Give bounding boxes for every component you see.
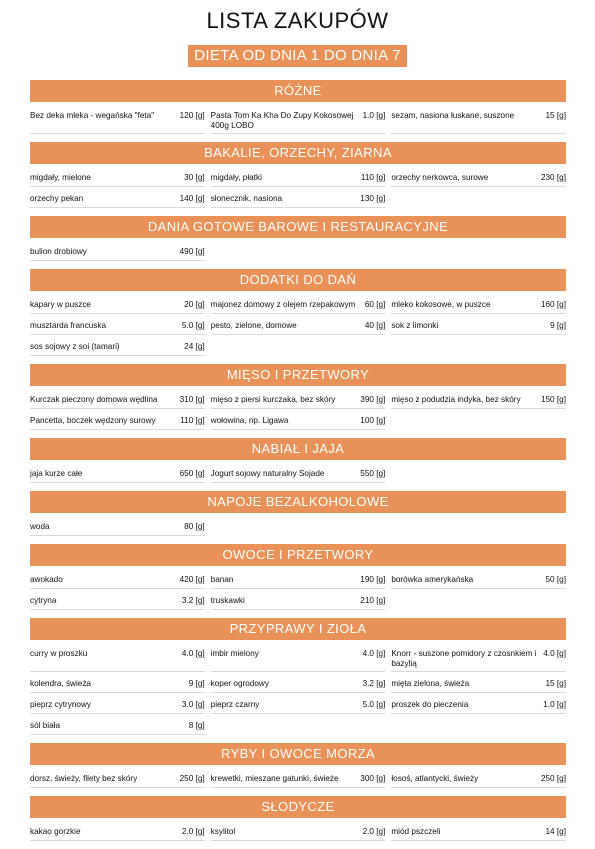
item-quantity: 100 [g] bbox=[360, 416, 386, 425]
item-quantity: 150 [g] bbox=[540, 395, 566, 404]
category-section bbox=[30, 544, 566, 618]
item-name: migdały, mielone bbox=[30, 173, 91, 182]
item-name: łosoś, atlantycki, świeży bbox=[391, 774, 479, 783]
item-quantity: 1.0 [g] bbox=[543, 700, 566, 709]
items-grid bbox=[30, 765, 566, 796]
diet-range-badge: DIETA OD DNIA 1 DO DNIA 7 bbox=[188, 45, 406, 67]
list-item bbox=[30, 394, 205, 409]
list-item bbox=[391, 826, 566, 841]
item-quantity: 110 [g] bbox=[180, 416, 205, 425]
item-name: Knorr - suszone pomidory z czosnkiem i bazylią bbox=[391, 649, 537, 668]
item-name: banan bbox=[210, 575, 234, 584]
item-quantity: 30 [g] bbox=[184, 173, 205, 182]
category-section bbox=[30, 743, 566, 796]
item-quantity: 390 [g] bbox=[360, 395, 386, 404]
list-item bbox=[391, 574, 566, 589]
item-quantity: 8 [g] bbox=[188, 721, 205, 730]
item-quantity: 310 [g] bbox=[179, 395, 205, 404]
category-section bbox=[30, 80, 566, 142]
item-quantity: 160 [g] bbox=[540, 300, 566, 309]
item-name: kolendra, świeża bbox=[30, 679, 91, 688]
list-item bbox=[211, 574, 386, 589]
item-quantity: 190 [g] bbox=[360, 575, 386, 584]
item-quantity: 15 [g] bbox=[545, 111, 566, 120]
empty-cell bbox=[211, 521, 386, 536]
list-item bbox=[30, 193, 205, 208]
category-header: SŁODYCZE bbox=[30, 796, 566, 818]
item-quantity: 15 [g] bbox=[545, 679, 566, 688]
category-header: OWOCE I PRZETWORY bbox=[30, 544, 566, 566]
item-quantity: 9 [g] bbox=[550, 321, 566, 330]
item-quantity: 24 [g] bbox=[184, 342, 205, 351]
category-header: NABIAŁ I JAJA bbox=[30, 438, 566, 460]
list-item bbox=[30, 678, 205, 693]
list-item bbox=[211, 172, 386, 187]
item-name: migdały, płatki bbox=[210, 173, 262, 182]
item-name: imbir mielony bbox=[210, 649, 259, 658]
item-name: orzechy nerkowca, surowe bbox=[391, 173, 489, 182]
item-name: mleko kokosowe, w puszce bbox=[391, 300, 491, 309]
category-header: RYBY I OWOCE MORZA bbox=[30, 743, 566, 765]
item-name: awokado bbox=[30, 575, 63, 584]
items-grid bbox=[30, 513, 566, 544]
empty-cell bbox=[391, 415, 566, 430]
list-item bbox=[30, 720, 205, 735]
category-section bbox=[30, 269, 566, 364]
item-name: sezam, nasiona łuskane, suszone bbox=[391, 111, 515, 120]
item-name: Kurczak pieczony domowa wędlina bbox=[30, 395, 158, 404]
list-item bbox=[30, 468, 205, 483]
list-item bbox=[30, 521, 205, 536]
sections-container bbox=[30, 80, 566, 849]
list-item bbox=[391, 299, 566, 314]
item-quantity: 2.0 [g] bbox=[181, 827, 205, 836]
item-quantity: 250 [g] bbox=[540, 774, 566, 783]
list-item bbox=[30, 320, 205, 335]
category-section bbox=[30, 216, 566, 269]
items-grid bbox=[30, 291, 566, 364]
item-quantity: 210 [g] bbox=[360, 596, 386, 605]
item-name: koper ogrodowy bbox=[210, 679, 269, 688]
items-grid bbox=[30, 238, 566, 269]
items-grid bbox=[30, 102, 566, 142]
item-quantity: 80 [g] bbox=[184, 522, 205, 531]
list-item bbox=[30, 246, 205, 261]
list-item bbox=[30, 648, 205, 672]
item-name: Pasta Tom Ka Kha Do Zupy Kokosowej 400g LOBO bbox=[210, 111, 354, 130]
list-item bbox=[211, 415, 386, 430]
item-quantity: 3.0 [g] bbox=[181, 700, 205, 709]
item-name: krewetki, mieszane gatunki, świeże bbox=[210, 774, 339, 783]
item-name: majonez domowy z olejem rzepakowym bbox=[210, 300, 356, 309]
item-name: sól biała bbox=[30, 721, 61, 730]
list-item bbox=[30, 299, 205, 314]
item-name: musztarda francuska bbox=[30, 321, 106, 330]
list-item bbox=[30, 415, 205, 430]
item-name: sos sojowy z soi (tamari) bbox=[30, 342, 120, 351]
item-quantity: 20 [g] bbox=[184, 300, 205, 309]
item-name: jaja kurze całe bbox=[30, 469, 83, 478]
item-quantity: 230 [g] bbox=[540, 173, 566, 182]
list-item bbox=[391, 394, 566, 409]
item-name: mięta zielona, świeża bbox=[391, 679, 470, 688]
item-quantity: 130 [g] bbox=[360, 194, 386, 203]
item-quantity: 60 [g] bbox=[364, 300, 386, 309]
empty-cell bbox=[391, 246, 566, 261]
empty-cell bbox=[391, 595, 566, 610]
item-quantity: 4.0 [g] bbox=[543, 649, 566, 658]
list-item bbox=[211, 648, 386, 672]
item-name: dorsz, świeży, filety bez skóry bbox=[30, 774, 138, 783]
category-section bbox=[30, 796, 566, 849]
item-quantity: 9 [g] bbox=[188, 679, 205, 688]
item-quantity: 490 [g] bbox=[179, 247, 205, 256]
list-item bbox=[211, 299, 386, 314]
items-grid bbox=[30, 566, 566, 618]
category-header: PRZYPRAWY I ZIOŁA bbox=[30, 618, 566, 640]
item-name: miód pszczeli bbox=[391, 827, 441, 836]
list-item bbox=[211, 193, 386, 208]
category-header: RÓŻNE bbox=[30, 80, 566, 102]
empty-cell bbox=[391, 193, 566, 208]
list-item bbox=[391, 699, 566, 714]
category-section bbox=[30, 438, 566, 491]
items-grid bbox=[30, 460, 566, 491]
category-header: NAPOJE BEZALKOHOLOWE bbox=[30, 491, 566, 513]
list-item bbox=[391, 648, 566, 672]
item-name: truskawki bbox=[210, 596, 245, 605]
item-quantity: 50 [g] bbox=[545, 575, 566, 584]
list-item bbox=[391, 773, 566, 788]
item-name: słonecznik, nasiona bbox=[210, 194, 283, 203]
category-section bbox=[30, 142, 566, 216]
category-section bbox=[30, 491, 566, 544]
item-name: borówka amerykańska bbox=[391, 575, 474, 584]
empty-cell bbox=[391, 720, 566, 735]
category-section bbox=[30, 364, 566, 438]
item-quantity: 3.2 [g] bbox=[362, 679, 386, 688]
item-name: pesto, zielone, domowe bbox=[210, 321, 297, 330]
empty-cell bbox=[391, 521, 566, 536]
item-quantity: 650 [g] bbox=[179, 469, 205, 478]
list-item bbox=[30, 341, 205, 356]
item-quantity: 120 [g] bbox=[179, 111, 205, 120]
item-quantity: 5.0 [g] bbox=[181, 321, 205, 330]
item-name: curry w proszku bbox=[30, 649, 88, 658]
list-item bbox=[30, 826, 205, 841]
item-quantity: 4.0 [g] bbox=[181, 649, 205, 658]
category-header: DANIA GOTOWE BAROWE I RESTAURACYJNE bbox=[30, 216, 566, 238]
item-name: kakao gorzkie bbox=[30, 827, 81, 836]
list-item bbox=[30, 699, 205, 714]
list-item bbox=[30, 574, 205, 589]
item-name: mięso z podudzia indyka, bez skóry bbox=[391, 395, 521, 404]
subtitle-wrap bbox=[0, 45, 595, 67]
item-quantity: 550 [g] bbox=[360, 469, 386, 478]
item-name: sok z limonki bbox=[391, 321, 439, 330]
empty-cell bbox=[211, 341, 386, 356]
list-item bbox=[391, 172, 566, 187]
empty-cell bbox=[391, 468, 566, 483]
list-item bbox=[211, 678, 386, 693]
items-grid bbox=[30, 818, 566, 849]
item-name: pieprz czarny bbox=[210, 700, 260, 709]
item-quantity: 420 [g] bbox=[179, 575, 205, 584]
item-quantity: 14 [g] bbox=[545, 827, 566, 836]
item-quantity: 250 [g] bbox=[179, 774, 205, 783]
list-item bbox=[30, 110, 205, 134]
item-quantity: 1.0 [g] bbox=[362, 111, 386, 120]
item-name: bulion drobiowy bbox=[30, 247, 87, 256]
empty-cell bbox=[211, 246, 386, 261]
category-header: MIĘSO I PRZETWORY bbox=[30, 364, 566, 386]
item-name: cytryna bbox=[30, 596, 57, 605]
item-quantity: 5.0 [g] bbox=[362, 700, 386, 709]
list-item bbox=[211, 110, 386, 134]
item-quantity: 2.0 [g] bbox=[362, 827, 386, 836]
items-grid bbox=[30, 386, 566, 438]
item-name: kapary w puszce bbox=[30, 300, 91, 309]
item-quantity: 140 [g] bbox=[179, 194, 205, 203]
item-name: pieprz cytrynowy bbox=[30, 700, 91, 709]
item-name: woda bbox=[30, 522, 50, 531]
list-item bbox=[30, 172, 205, 187]
empty-cell bbox=[391, 341, 566, 356]
item-name: Pancetta, boczek wędzony surowy bbox=[30, 416, 156, 425]
item-name: Bez deka mleka - wegańska "feta" bbox=[30, 111, 155, 120]
empty-cell bbox=[211, 720, 386, 735]
list-item bbox=[211, 595, 386, 610]
list-item bbox=[391, 320, 566, 335]
items-grid bbox=[30, 164, 566, 216]
list-item bbox=[391, 678, 566, 693]
item-quantity: 300 [g] bbox=[360, 774, 386, 783]
list-item bbox=[211, 468, 386, 483]
list-item bbox=[211, 394, 386, 409]
item-quantity: 40 [g] bbox=[364, 321, 386, 330]
item-name: mięso z piersi kurczaka, bez skóry bbox=[210, 395, 336, 404]
item-quantity: 4.0 [g] bbox=[362, 649, 386, 658]
list-item bbox=[30, 773, 205, 788]
items-grid bbox=[30, 640, 566, 743]
category-section bbox=[30, 618, 566, 743]
list-item bbox=[211, 773, 386, 788]
item-name: wołowina, np. Ligawa bbox=[210, 416, 289, 425]
page-title: LISTA ZAKUPÓW bbox=[206, 8, 389, 33]
list-item bbox=[211, 699, 386, 714]
item-name: orzechy pekan bbox=[30, 194, 84, 203]
item-name: proszek do pieczenia bbox=[391, 700, 469, 709]
list-item bbox=[211, 320, 386, 335]
item-name: ksylitol bbox=[210, 827, 236, 836]
list-item bbox=[391, 110, 566, 134]
item-quantity: 110 [g] bbox=[360, 173, 386, 182]
list-item bbox=[30, 595, 205, 610]
category-header: DODATKI DO DAŃ bbox=[30, 269, 566, 291]
item-quantity: 3.2 [g] bbox=[181, 596, 205, 605]
list-item bbox=[211, 826, 386, 841]
category-header: BAKALIE, ORZECHY, ZIARNA bbox=[30, 142, 566, 164]
item-name: Jogurt sojowy naturalny Sojade bbox=[210, 469, 325, 478]
